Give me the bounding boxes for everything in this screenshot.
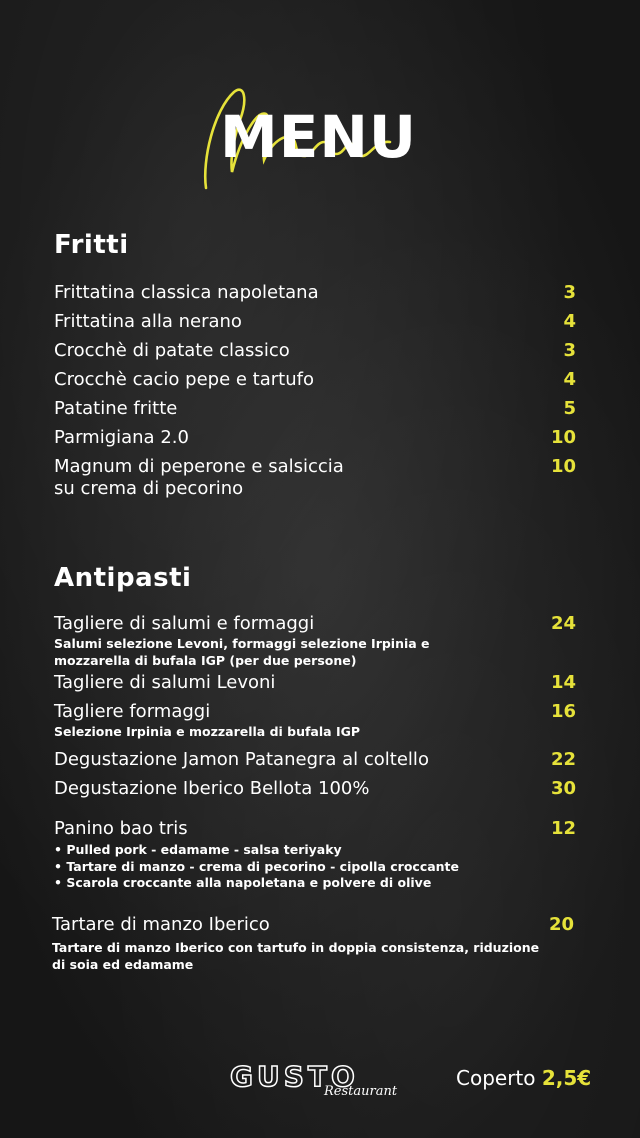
item-description: Salumi selezione Levoni, formaggi selezione Irpinia e <box>54 636 430 651</box>
item-name: Tagliere di salumi e formaggi <box>54 613 315 634</box>
logo-subtitle: Restaurant <box>324 1084 398 1099</box>
menu-item <box>54 749 576 771</box>
menu-header <box>200 80 440 200</box>
menu-item <box>52 914 574 973</box>
menu-item <box>54 818 576 892</box>
item-price: 3 <box>563 282 576 303</box>
section-title-fritti: Fritti <box>54 230 129 260</box>
item-name: Tagliere formaggi <box>54 701 211 722</box>
menu-item <box>54 672 576 694</box>
item-price: 5 <box>563 398 576 419</box>
menu-item <box>54 427 576 449</box>
item-name: Crocchè di patate classico <box>54 340 290 361</box>
item-name: Magnum di peperone e salsiccia <box>54 456 344 477</box>
item-price: 10 <box>550 427 576 448</box>
bullet-item: • Scarola croccante alla napoletana e polvere di olive <box>54 875 576 892</box>
item-price: 16 <box>550 701 576 722</box>
item-description-line2: mozzarella di bufala IGP (per due persone) <box>54 653 357 668</box>
item-name-line2: su crema di pecorino <box>54 478 244 499</box>
item-name: Tagliere di salumi Levoni <box>54 672 276 693</box>
item-price: 24 <box>550 613 576 634</box>
item-price: 20 <box>548 914 574 935</box>
item-description: Tartare di manzo Iberico con tartufo in doppia consistenza, riduzione <box>52 940 540 955</box>
item-name: Panino bao tris <box>54 818 188 839</box>
section-title-antipasti: Antipasti <box>54 563 192 593</box>
item-price: 22 <box>550 749 576 770</box>
item-name: Tartare di manzo Iberico <box>52 914 270 935</box>
item-price: 14 <box>550 672 576 693</box>
menu-item <box>54 311 576 333</box>
menu-title: MENU <box>220 103 417 171</box>
item-bullet-list <box>54 842 576 892</box>
item-description: Selezione Irpinia e mozzarella di bufala IGP <box>54 724 361 739</box>
menu-item <box>54 456 576 500</box>
item-name: Degustazione Jamon Patanegra al coltello <box>54 749 429 770</box>
item-price: 12 <box>550 818 576 839</box>
bullet-item: • Tartare di manzo - crema di pecorino - cipolla croccante <box>54 859 576 876</box>
menu-item <box>54 369 576 391</box>
item-price: 4 <box>563 311 576 332</box>
item-price: 10 <box>550 456 576 477</box>
cover-charge-value: 2,5€ <box>541 1066 592 1090</box>
menu-item <box>54 340 576 362</box>
item-name: Parmigiana 2.0 <box>54 427 189 448</box>
menu-item <box>54 282 576 304</box>
cover-charge-label: Coperto <box>456 1066 536 1090</box>
cover-charge <box>456 1066 591 1090</box>
menu-item <box>54 701 576 740</box>
menu-item <box>54 613 576 669</box>
item-name: Frittatina classica napoletana <box>54 282 319 303</box>
item-name: Frittatina alla nerano <box>54 311 242 332</box>
item-price: 4 <box>563 369 576 390</box>
item-description-line2: di soia ed edamame <box>52 957 194 972</box>
item-price: 30 <box>550 778 576 799</box>
gusto-logo <box>230 1060 410 1108</box>
item-name: Crocchè cacio pepe e tartufo <box>54 369 314 390</box>
bullet-item: • Pulled pork - edamame - salsa teriyaky <box>54 842 576 859</box>
menu-item <box>54 778 576 800</box>
item-price: 3 <box>563 340 576 361</box>
item-name: Patatine fritte <box>54 398 178 419</box>
menu-item <box>54 398 576 420</box>
item-name: Degustazione Iberico Bellota 100% <box>54 778 370 799</box>
logo-text: GUSTO <box>230 1060 359 1093</box>
